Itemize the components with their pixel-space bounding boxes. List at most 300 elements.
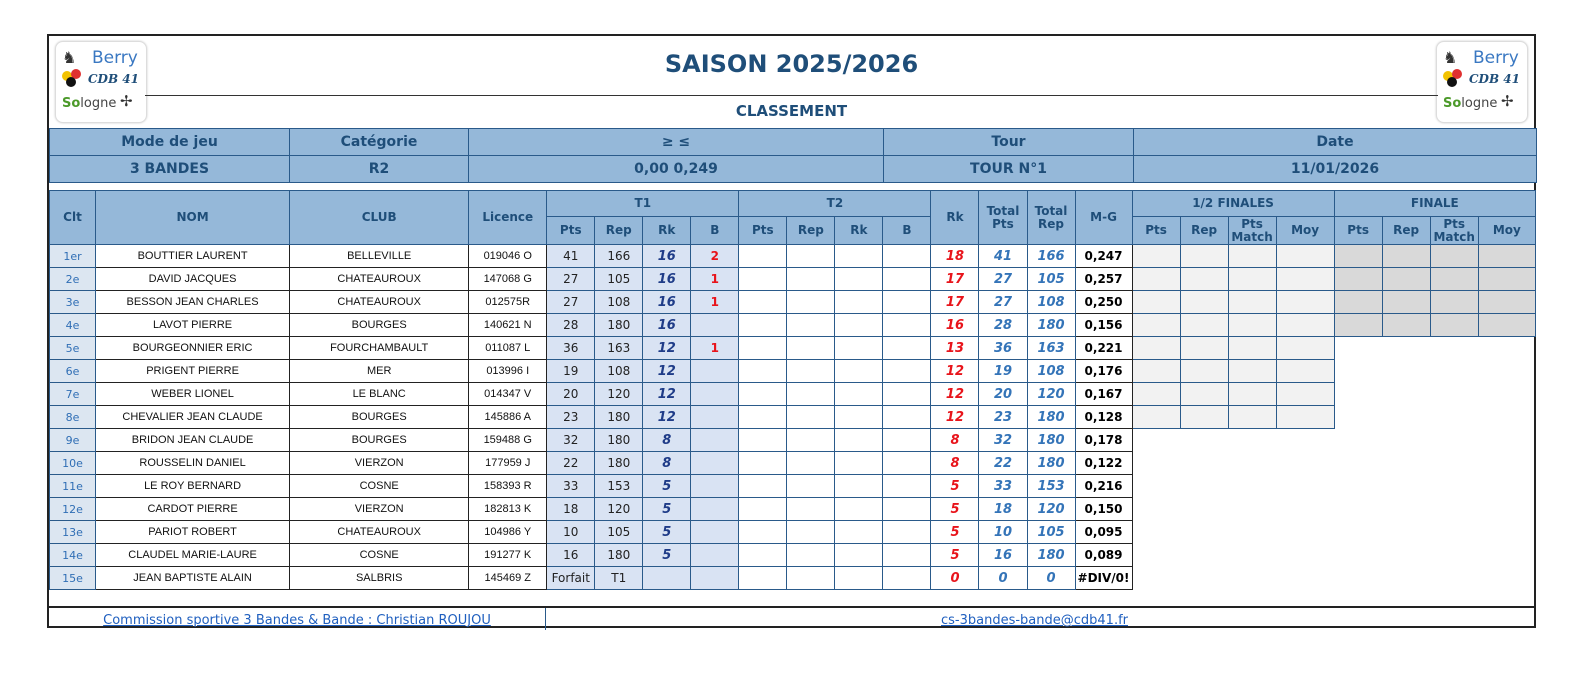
t1-pts-cell: 10 — [547, 521, 595, 544]
finale-cell — [1334, 406, 1382, 429]
demi-finale-cell — [1228, 268, 1276, 291]
col-demi-pts-match: Pts Match — [1228, 217, 1276, 245]
total-rep-cell: 180 — [1027, 452, 1075, 475]
label-date: Date — [1134, 129, 1537, 156]
footer — [49, 606, 1534, 630]
t2-rep-cell — [787, 567, 835, 590]
finale-cell — [1430, 314, 1478, 337]
col-finale-pts-match: Pts Match — [1430, 217, 1478, 245]
label-tour: Tour — [884, 129, 1134, 156]
finale-cell — [1478, 452, 1535, 475]
demi-finale-cell — [1180, 383, 1228, 406]
total-rk-cell: 18 — [931, 245, 979, 268]
demi-finale-cell — [1276, 268, 1334, 291]
finale-cell — [1382, 314, 1430, 337]
name-cell: PARIOT ROBERT — [96, 521, 290, 544]
rank-cell: 12e — [50, 498, 96, 521]
demi-finale-cell — [1132, 498, 1180, 521]
name-cell: ROUSSELIN DANIEL — [96, 452, 290, 475]
name-cell: BOUTTIER LAURENT — [96, 245, 290, 268]
total-rk-cell: 16 — [931, 314, 979, 337]
finale-cell — [1382, 475, 1430, 498]
t1-rk-cell: 5 — [643, 544, 691, 567]
finale-cell — [1478, 475, 1535, 498]
t2-b-cell — [883, 475, 931, 498]
demi-finale-cell — [1276, 567, 1334, 590]
finale-cell — [1382, 521, 1430, 544]
t2-rep-cell — [787, 360, 835, 383]
t2-pts-cell — [739, 475, 787, 498]
demi-finale-cell — [1228, 452, 1276, 475]
t2-b-cell — [883, 452, 931, 475]
finale-cell — [1382, 567, 1430, 590]
demi-finale-cell — [1132, 567, 1180, 590]
t2-b-cell — [883, 429, 931, 452]
demi-finale-cell — [1276, 383, 1334, 406]
licence-cell: 159488 G — [469, 429, 547, 452]
table-row — [50, 475, 1536, 498]
demi-finale-cell — [1276, 291, 1334, 314]
demi-finale-cell — [1132, 406, 1180, 429]
total-pts-cell: 27 — [979, 268, 1027, 291]
t2-b-cell — [883, 521, 931, 544]
finale-cell — [1430, 383, 1478, 406]
t1-rk-cell: 8 — [643, 429, 691, 452]
total-rk-cell: 12 — [931, 406, 979, 429]
t2-rk-cell — [835, 544, 883, 567]
t1-pts-cell: 22 — [547, 452, 595, 475]
t2-b-cell — [883, 383, 931, 406]
value-range: 0,00 0,249 — [469, 156, 884, 183]
name-cell: BESSON JEAN CHARLES — [96, 291, 290, 314]
demi-finale-cell — [1228, 337, 1276, 360]
demi-finale-cell — [1132, 314, 1180, 337]
club-cell: CHATEAUROUX — [290, 291, 469, 314]
goat-icon: ♞ — [62, 48, 77, 67]
t1-pts-cell: 23 — [547, 406, 595, 429]
t2-pts-cell — [739, 429, 787, 452]
licence-cell: 012575R — [469, 291, 547, 314]
total-pts-cell: 10 — [979, 521, 1027, 544]
t1-rk-cell: 12 — [643, 406, 691, 429]
value-tour: TOUR N°1 — [884, 156, 1134, 183]
demi-finale-cell — [1180, 521, 1228, 544]
col-t2-pts: Pts — [739, 217, 787, 245]
licence-cell: 011087 L — [469, 337, 547, 360]
total-pts-cell: 22 — [979, 452, 1027, 475]
col-group-finale: FINALE — [1334, 191, 1535, 217]
total-rep-cell: 153 — [1027, 475, 1075, 498]
total-rk-cell: 0 — [931, 567, 979, 590]
finale-cell — [1382, 337, 1430, 360]
rank-cell: 9e — [50, 429, 96, 452]
col-demi-rep: Rep — [1180, 217, 1228, 245]
finale-cell — [1334, 475, 1382, 498]
page-subtitle: CLASSEMENT — [735, 102, 848, 120]
name-cell: DAVID JACQUES — [96, 268, 290, 291]
total-rk-cell: 5 — [931, 498, 979, 521]
col-t1-rep: Rep — [595, 217, 643, 245]
name-cell: LAVOT PIERRE — [96, 314, 290, 337]
t2-rk-cell — [835, 245, 883, 268]
col-clt: Clt — [50, 191, 96, 245]
demi-finale-cell — [1180, 429, 1228, 452]
club-cell: COSNE — [290, 544, 469, 567]
rank-cell: 4e — [50, 314, 96, 337]
finale-cell — [1382, 245, 1430, 268]
col-demi-moy: Moy — [1276, 217, 1334, 245]
licence-cell: 158393 R — [469, 475, 547, 498]
total-rk-cell: 13 — [931, 337, 979, 360]
demi-finale-cell — [1180, 544, 1228, 567]
col-demi-pts: Pts — [1132, 217, 1180, 245]
name-cell: BOURGEONNIER ERIC — [96, 337, 290, 360]
t1-rk-cell: 12 — [643, 337, 691, 360]
t2-b-cell — [883, 291, 931, 314]
total-pts-cell: 0 — [979, 567, 1027, 590]
t1-pts-cell: 27 — [547, 291, 595, 314]
t2-b-cell — [883, 360, 931, 383]
t1-rk-cell: 16 — [643, 245, 691, 268]
t2-pts-cell — [739, 314, 787, 337]
total-rk-cell: 17 — [931, 268, 979, 291]
club-cell: BELLEVILLE — [290, 245, 469, 268]
col-finale-pts: Pts — [1334, 217, 1382, 245]
demi-finale-cell — [1228, 291, 1276, 314]
t1-rep-cell: 120 — [595, 383, 643, 406]
demi-finale-cell — [1180, 452, 1228, 475]
finale-cell — [1478, 498, 1535, 521]
finale-cell — [1430, 475, 1478, 498]
name-cell: JEAN BAPTISTE ALAIN — [96, 567, 290, 590]
demi-finale-cell — [1276, 521, 1334, 544]
email-link[interactable]: cs-3bandes-bande@cdb41.fr — [940, 613, 1128, 628]
t1-rk-cell: 8 — [643, 452, 691, 475]
logo-left: ♞ Berry CDB 41 Sologne ✢ — [55, 41, 147, 123]
demi-finale-cell — [1132, 268, 1180, 291]
divider — [145, 95, 1438, 96]
mg-cell: 0,156 — [1075, 314, 1132, 337]
t1-rk-cell: 12 — [643, 383, 691, 406]
col-group-t2: T2 — [739, 191, 931, 217]
finale-cell — [1478, 429, 1535, 452]
table-row — [50, 291, 1536, 314]
label-range: ≥ ≤ — [469, 129, 884, 156]
t1-rep-cell: 105 — [595, 521, 643, 544]
t1-rk-cell: 16 — [643, 268, 691, 291]
t1-b-cell — [691, 498, 739, 521]
t2-b-cell — [883, 498, 931, 521]
finale-cell — [1478, 521, 1535, 544]
demi-finale-cell — [1180, 314, 1228, 337]
demi-finale-cell — [1228, 429, 1276, 452]
finale-cell — [1334, 452, 1382, 475]
col-total-pts: Total Pts — [979, 191, 1027, 245]
finale-cell — [1430, 245, 1478, 268]
col-rk: Rk — [931, 191, 979, 245]
table-row — [50, 567, 1536, 590]
col-t1-b: B — [691, 217, 739, 245]
finale-cell — [1382, 452, 1430, 475]
t1-rep-cell: 180 — [595, 452, 643, 475]
t1-pts-cell: 28 — [547, 314, 595, 337]
t2-rep-cell — [787, 498, 835, 521]
finale-cell — [1478, 337, 1535, 360]
table-row — [50, 452, 1536, 475]
t2-pts-cell — [739, 383, 787, 406]
licence-cell: 140621 N — [469, 314, 547, 337]
t2-rk-cell — [835, 291, 883, 314]
table-row — [50, 314, 1536, 337]
t2-rk-cell — [835, 429, 883, 452]
club-cell: LE BLANC — [290, 383, 469, 406]
ranking-table — [49, 190, 1536, 590]
finale-cell — [1430, 544, 1478, 567]
t2-rk-cell — [835, 567, 883, 590]
licence-cell: 014347 V — [469, 383, 547, 406]
t1-pts-cell: 33 — [547, 475, 595, 498]
t2-rep-cell — [787, 291, 835, 314]
mg-cell: 0,089 — [1075, 544, 1132, 567]
t1-pts-cell: 27 — [547, 268, 595, 291]
t1-b-cell — [691, 475, 739, 498]
t2-rep-cell — [787, 406, 835, 429]
t1-pts-cell: Forfait — [547, 567, 595, 590]
demi-finale-cell — [1180, 291, 1228, 314]
total-rk-cell: 5 — [931, 475, 979, 498]
t2-pts-cell — [739, 452, 787, 475]
finale-cell — [1334, 360, 1382, 383]
finale-cell — [1334, 291, 1382, 314]
total-pts-cell: 23 — [979, 406, 1027, 429]
t2-rk-cell — [835, 268, 883, 291]
finale-cell — [1382, 268, 1430, 291]
t2-rk-cell — [835, 521, 883, 544]
total-rep-cell: 166 — [1027, 245, 1075, 268]
demi-finale-cell — [1228, 475, 1276, 498]
total-rk-cell: 5 — [931, 544, 979, 567]
total-rep-cell: 120 — [1027, 383, 1075, 406]
demi-finale-cell — [1132, 521, 1180, 544]
t1-b-cell — [691, 452, 739, 475]
finale-cell — [1478, 406, 1535, 429]
demi-finale-cell — [1228, 567, 1276, 590]
commission-link[interactable]: Commission sportive 3 Bandes & Bande : Christian ROUJOU — [103, 613, 491, 628]
licence-cell: 013996 I — [469, 360, 547, 383]
finale-cell — [1334, 544, 1382, 567]
rank-cell: 8e — [50, 406, 96, 429]
rank-cell: 3e — [50, 291, 96, 314]
mg-cell: 0,257 — [1075, 268, 1132, 291]
t2-b-cell — [883, 245, 931, 268]
t1-b-cell: 2 — [691, 245, 739, 268]
table-row — [50, 498, 1536, 521]
mg-cell: #DIV/0! — [1075, 567, 1132, 590]
col-t1-pts: Pts — [547, 217, 595, 245]
demi-finale-cell — [1228, 383, 1276, 406]
total-rk-cell: 12 — [931, 360, 979, 383]
t1-pts-cell: 18 — [547, 498, 595, 521]
table-row — [50, 337, 1536, 360]
finale-cell — [1430, 406, 1478, 429]
col-total-rep: Total Rep — [1027, 191, 1075, 245]
finale-cell — [1478, 383, 1535, 406]
finale-cell — [1334, 567, 1382, 590]
mg-cell: 0,221 — [1075, 337, 1132, 360]
t2-b-cell — [883, 337, 931, 360]
demi-finale-cell — [1180, 567, 1228, 590]
rank-cell: 6e — [50, 360, 96, 383]
club-cell: MER — [290, 360, 469, 383]
t1-pts-cell: 20 — [547, 383, 595, 406]
club-cell: CHATEAUROUX — [290, 268, 469, 291]
total-pts-cell: 18 — [979, 498, 1027, 521]
t1-b-cell: 1 — [691, 337, 739, 360]
total-rep-cell: 180 — [1027, 429, 1075, 452]
demi-finale-cell — [1180, 245, 1228, 268]
t1-rep-cell: 163 — [595, 337, 643, 360]
name-cell: WEBER LIONEL — [96, 383, 290, 406]
table-row — [50, 521, 1536, 544]
t1-rk-cell: 5 — [643, 475, 691, 498]
club-cell: BOURGES — [290, 429, 469, 452]
demi-finale-cell — [1180, 268, 1228, 291]
label-mode: Mode de jeu — [50, 129, 290, 156]
demi-finale-cell — [1228, 314, 1276, 337]
demi-finale-cell — [1228, 406, 1276, 429]
name-cell: CLAUDEL MARIE-LAURE — [96, 544, 290, 567]
name-cell: CARDOT PIERRE — [96, 498, 290, 521]
demi-finale-cell — [1132, 291, 1180, 314]
rank-cell: 14e — [50, 544, 96, 567]
demi-finale-cell — [1276, 452, 1334, 475]
info-table — [49, 128, 1537, 183]
demi-finale-cell — [1132, 245, 1180, 268]
value-mode: 3 BANDES — [50, 156, 290, 183]
demi-finale-cell — [1276, 245, 1334, 268]
finale-cell — [1430, 452, 1478, 475]
club-cell: CHATEAUROUX — [290, 521, 469, 544]
club-cell: BOURGES — [290, 314, 469, 337]
t2-rk-cell — [835, 314, 883, 337]
total-rep-cell: 108 — [1027, 291, 1075, 314]
t2-rep-cell — [787, 337, 835, 360]
licence-cell: 145886 A — [469, 406, 547, 429]
club-cell: FOURCHAMBAULT — [290, 337, 469, 360]
finale-cell — [1430, 360, 1478, 383]
t2-rk-cell — [835, 452, 883, 475]
total-pts-cell: 28 — [979, 314, 1027, 337]
total-rep-cell: 120 — [1027, 498, 1075, 521]
t2-rep-cell — [787, 475, 835, 498]
t1-rep-cell: 108 — [595, 360, 643, 383]
demi-finale-cell — [1276, 360, 1334, 383]
finale-cell — [1382, 406, 1430, 429]
finale-cell — [1382, 429, 1430, 452]
t2-pts-cell — [739, 245, 787, 268]
t2-b-cell — [883, 544, 931, 567]
label-categorie: Catégorie — [290, 129, 469, 156]
t2-rep-cell — [787, 521, 835, 544]
demi-finale-cell — [1180, 360, 1228, 383]
t2-rk-cell — [835, 360, 883, 383]
col-t2-b: B — [883, 217, 931, 245]
finale-cell — [1430, 337, 1478, 360]
t1-b-cell — [691, 406, 739, 429]
demi-finale-cell — [1180, 406, 1228, 429]
total-rep-cell: 0 — [1027, 567, 1075, 590]
licence-cell: 104986 Y — [469, 521, 547, 544]
demi-finale-cell — [1276, 544, 1334, 567]
demi-finale-cell — [1276, 406, 1334, 429]
col-group-t1: T1 — [547, 191, 739, 217]
club-cell: VIERZON — [290, 452, 469, 475]
finale-cell — [1430, 498, 1478, 521]
t1-rep-cell: 180 — [595, 406, 643, 429]
name-cell: LE ROY BERNARD — [96, 475, 290, 498]
t1-rk-cell: 16 — [643, 291, 691, 314]
total-pts-cell: 33 — [979, 475, 1027, 498]
mg-cell: 0,250 — [1075, 291, 1132, 314]
t2-rep-cell — [787, 429, 835, 452]
finale-cell — [1334, 429, 1382, 452]
page-title: SAISON 2025/2026 — [664, 50, 919, 78]
value-date: 11/01/2026 — [1134, 156, 1537, 183]
licence-cell: 177959 J — [469, 452, 547, 475]
col-finale-moy: Moy — [1478, 217, 1535, 245]
t2-rep-cell — [787, 544, 835, 567]
table-row — [50, 544, 1536, 567]
rank-cell: 13e — [50, 521, 96, 544]
total-rep-cell: 163 — [1027, 337, 1075, 360]
table-row — [50, 245, 1536, 268]
t1-pts-cell: 41 — [547, 245, 595, 268]
finale-cell — [1430, 567, 1478, 590]
col-club: CLUB — [290, 191, 469, 245]
t2-rep-cell — [787, 383, 835, 406]
club-cell: BOURGES — [290, 406, 469, 429]
finale-cell — [1382, 544, 1430, 567]
t2-pts-cell — [739, 406, 787, 429]
demi-finale-cell — [1132, 383, 1180, 406]
t2-pts-cell — [739, 567, 787, 590]
table-row — [50, 383, 1536, 406]
club-cell: SALBRIS — [290, 567, 469, 590]
t1-pts-cell: 36 — [547, 337, 595, 360]
finale-cell — [1478, 360, 1535, 383]
finale-cell — [1382, 291, 1430, 314]
col-t2-rep: Rep — [787, 217, 835, 245]
t1-rk-cell: 5 — [643, 521, 691, 544]
finale-cell — [1430, 268, 1478, 291]
total-rep-cell: 180 — [1027, 314, 1075, 337]
logo-right: ♞ Berry CDB 41 Sologne ✢ — [1436, 41, 1528, 123]
t2-rk-cell — [835, 337, 883, 360]
finale-cell — [1478, 245, 1535, 268]
t1-rk-cell: 16 — [643, 314, 691, 337]
demi-finale-cell — [1132, 544, 1180, 567]
t2-rep-cell — [787, 314, 835, 337]
t2-pts-cell — [739, 521, 787, 544]
demi-finale-cell — [1132, 337, 1180, 360]
demi-finale-cell — [1276, 429, 1334, 452]
total-rep-cell: 105 — [1027, 521, 1075, 544]
club-cell: COSNE — [290, 475, 469, 498]
mg-cell: 0,247 — [1075, 245, 1132, 268]
total-pts-cell: 16 — [979, 544, 1027, 567]
t1-b-cell — [691, 544, 739, 567]
t2-rep-cell — [787, 452, 835, 475]
